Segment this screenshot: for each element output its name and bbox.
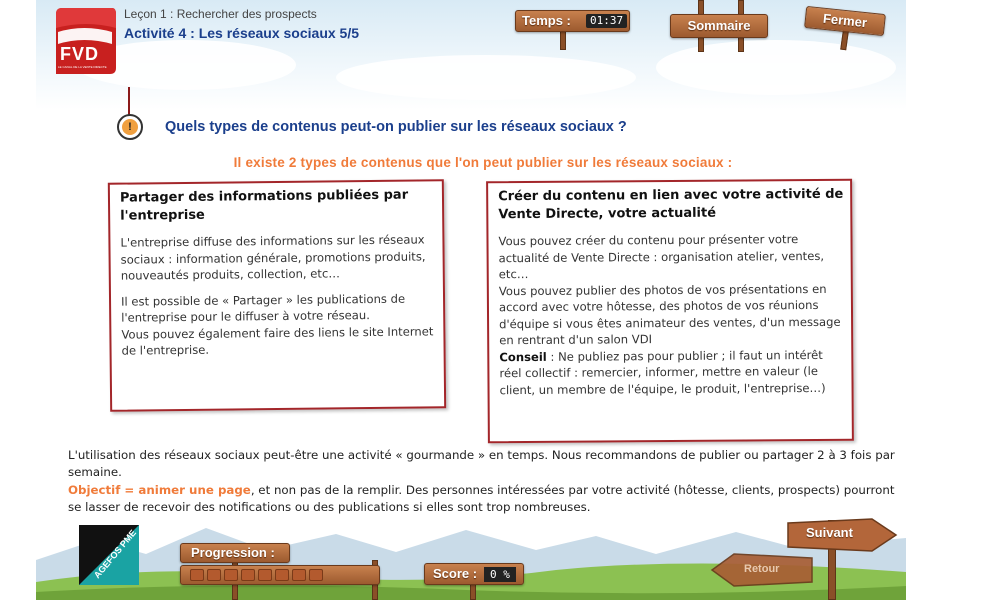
score-label: Score :: [424, 563, 524, 585]
next-button[interactable]: Suivant: [806, 525, 853, 540]
bottom-explanation: [68, 447, 898, 515]
agefos-pme-logo: [79, 525, 139, 585]
question-text: Quels types de contenus peut-on publier sur les réseaux sociaux ?: [165, 119, 627, 135]
progress-step-icon: [275, 569, 289, 581]
card-left-para1: L'entreprise diffuse des informations sur les réseaux sociaux : information générale, promotions produits, nouveautés produits, collection, etc…: [120, 232, 426, 283]
card-share-company-info: [108, 179, 446, 412]
agefos-pme-text: AGEFOS PME: [91, 527, 139, 581]
progress-step-icon: [190, 569, 204, 581]
card-left-para2: Il est possible de « Partager » les publications de l'entreprise pour le diffuser à votre réseau.: [120, 291, 406, 325]
card-left-para3: Vous pouvez également faire des liens le site Internet de l'entreprise.: [121, 323, 434, 358]
fvd-logo-text: FVD: [60, 44, 99, 64]
bottom-line1: L'utilisation des réseaux sociaux peut-être une activité « gourmande » en temps. Nous recommandons de publier ou partager 2 à 3 fois par semaine.: [68, 448, 895, 479]
card-create-content: [486, 179, 854, 444]
card-left-title: Partager des informations publiées par l'entreprise: [119, 187, 409, 224]
card-right-conseil: [499, 346, 845, 398]
progress-step-icon: [241, 569, 255, 581]
conseil-label: Conseil: [499, 349, 547, 364]
back-button[interactable]: Retour: [744, 563, 780, 575]
objectif-text: , et non pas de la remplir. Des personnes intéressées par votre activité (hôtesse, clients, prospects) pourront se lasser de recevoir des notifications ou des publications si elles sont trop nombreuses.: [68, 483, 895, 514]
question-marker-line: [128, 87, 130, 117]
objectif-label: Objectif = animer une page: [68, 483, 251, 497]
progress-step-icon: [207, 569, 221, 581]
question-subtitle: Il existe 2 types de contenus que l'on peut publier sur les réseaux sociaux :: [233, 155, 733, 170]
activity-title: Activité 4 : Les réseaux sociaux 5/5: [124, 25, 360, 41]
progress-steps: [190, 569, 345, 583]
warning-glyph: !: [122, 119, 138, 135]
close-label[interactable]: Fermer: [804, 6, 886, 36]
card-right-para2: Vous pouvez publier des photos de vos présentations en accord avec votre hôtesse, des photos de vos réunions d'équipe si vous êtes animateur des ventes, d'un message en rentrant d'un salon VDI: [498, 281, 841, 348]
conseil-text: : Ne publiez pas pour publier ; il faut un intérêt réel collectif : remercier, informer, mettre en valeur (le client, un membre de l'équipe, le produit, l'entreprise…): [499, 347, 826, 397]
lesson-title: Leçon 1 : Rechercher des prospects: [124, 7, 317, 21]
bottom-objectif: [68, 482, 898, 515]
progress-label: Progression :: [180, 543, 290, 563]
fvd-logo-tagline: LE CANAL DE LA VENTE DIRECTE: [58, 65, 107, 69]
progress-step-icon: [292, 569, 306, 581]
score-value: 0 %: [484, 567, 516, 582]
card-right-title: Créer du contenu en lien avec votre activité de Vente Directe, votre actualité: [498, 186, 844, 223]
warning-icon: [117, 114, 143, 140]
timer-label: Temps :: [522, 13, 571, 28]
progress-step-icon: [258, 569, 272, 581]
progress-step-icon: [309, 569, 323, 581]
summary-label[interactable]: Sommaire: [670, 14, 768, 38]
progress-step-icon: [224, 569, 238, 581]
timer-value: 01:37: [586, 14, 627, 28]
card-right-para1: Vous pouvez créer du contenu pour présenter votre actualité de Vente Directe : organisation atelier, ventes, etc…: [498, 232, 825, 282]
